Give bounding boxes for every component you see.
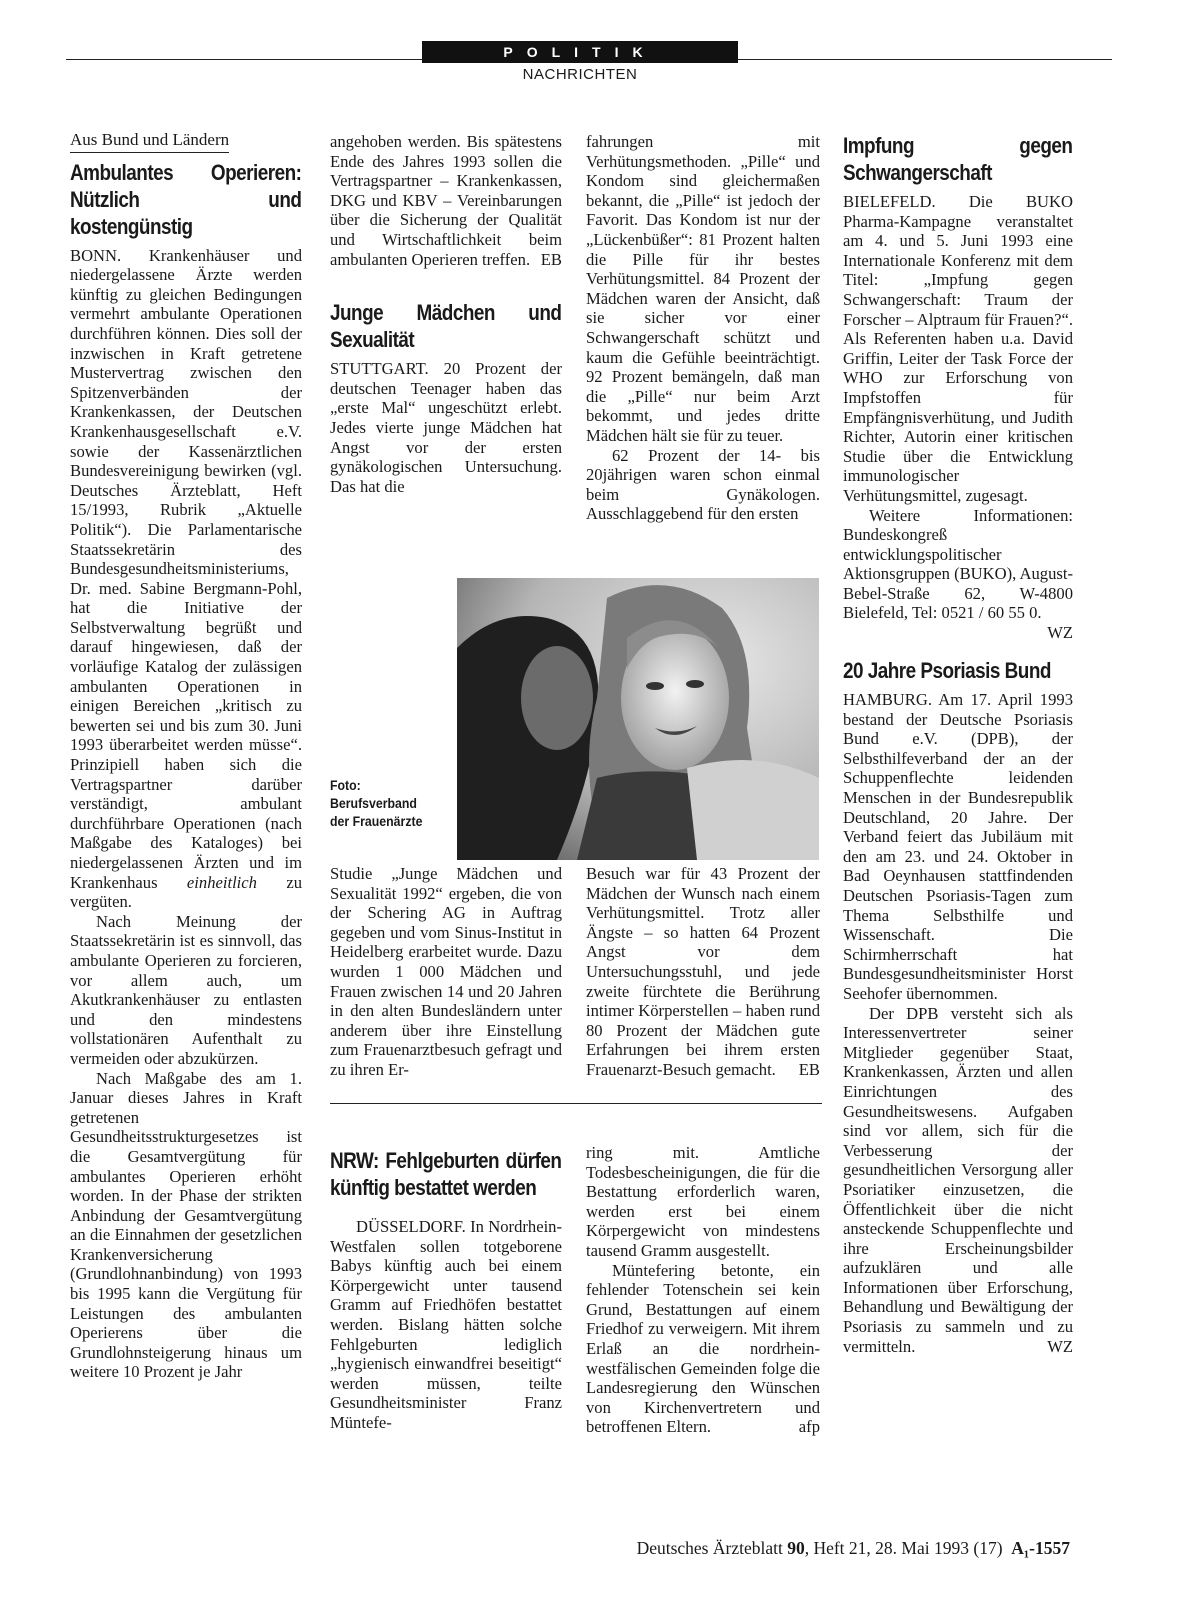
article-paragraph: Weitere Informationen: Bundeskongreß entwicklungspolitischer Aktionsgruppen (BUKO), August-Bebel-Straße 62, W-4800 Bielefeld, Tel: 0521 / 60 55 0. WZ <box>843 505 1073 643</box>
author-signature: EB <box>540 249 562 269</box>
article-paragraph: Besuch war für 43 Prozent der Mädchen der Wunsch nach einem Verhütungsmittel. Trotz aller Ängste – so hatten 64 Prozent Angst vor dem Untersuchungsstuhl, und jede zweite fürchtete die Berührung intimer Körperstellen – haben rund 80 Prozent der Mädchen gute Erfahrungen bei ihrem ersten Frauenarzt-Besuch gemacht. EB <box>586 864 820 1079</box>
column-3-bottom <box>586 1143 820 1437</box>
article-paragraph: fahrungen mit Verhütungsmethoden. „Pille“ und Kondom sind gleichermaßen bekannt, die „Pille“ ist jedoch der Favorit. Das Kondom ist nur der „Lückenbüßer“: 81 Prozent halten die Pille für ihr bestes Verhütungsmittel. 84 Prozent der Mädchen waren der Ansicht, daß sie sicher vor einer Schwangerschaft schützt und kaum die Gefühle beeinträchtigt. 92 Prozent bemängeln, daß man die „Pille“ nur beim Arzt bekommt, und jedes dritte Mädchen hält sie für zu teuer. <box>586 132 820 445</box>
article-paragraph: BONN. Krankenhäuser und niedergelassene Ärzte werden künftig zu gleichen Bedingungen vermehrt ambulante Operationen durchführen können. Dies soll der inzwischen in Kraft getretene Mustervertrag zwischen den Spitzenverbänden der Krankenkassen, der Deutschen Krankenhausgesellschaft e.V. sowie der Kassenärztlichen Bundesvereinigung bewirken (vgl. Deutsches Ärzteblatt, Heft 15/1993, Rubrik „Aktuelle Politik“). Die Parlamentarische Staatssekretärin des Bundesgesundheitsministeriums, Dr. med. Sabine Bergmann-Pohl, hat die Initiative der Selbstverwaltung begrüßt und darauf hingewiesen, daß der vorläufige Katalog der zulässigen ambulanten Operationen in einigen Bereichen „kritisch zu bewerten sei und bis zum 30. Juni 1993 überarbeitet werden müsse“. Prinzipiell haben sich die Vertragspartner darüber verständigt, ambulant durchführbare Operationen (nach Maßgabe des Kataloges) bei niedergelassenen Ärzten und im Krankenhaus einheitlich zu vergüten. <box>70 245 302 912</box>
article-paragraph: Nach Maßgabe des am 1. Januar dieses Jahres in Kraft getretenen Gesundheitsstrukturgesetzes ist die Gesamtvergütung für ambulantes Operieren erhöht worden. In der Phase der strikten Anbindung der Gesamtvergütung an die Einnahmen der gesetzlichen Krankenversicherung (Grundlohnanbindung) von 1993 bis 1995 kann die Vergütung für Leistungen des ambulanten Operierens über die Grundlohnsteigerung hinaus um weitere 10 Prozent je Jahr <box>70 1068 302 1382</box>
column-2-bottom <box>330 1145 562 1433</box>
section-subtitle: NACHRICHTEN <box>522 66 638 83</box>
article-paragraph: DÜSSELDORF. In Nordrhein-Westfalen sollen totgeborene Babys künftig auch bei einem Körpergewicht unter tausend Gramm auf Friedhöfen bestattet werden. Bislang hätten solche Fehlgeburten lediglich „hygienisch einwandfrei beseitigt“ werden müssen, teilte Gesundheitsminister Franz Müntefe- <box>330 1217 562 1432</box>
photo-couple <box>457 578 819 860</box>
kicker: Aus Bund und Ländern <box>70 130 229 153</box>
column-3-middle <box>586 864 820 1080</box>
headline-ambulantes-operieren: Ambulantes Operieren: Nützlich und kostengünstig <box>70 159 302 239</box>
photo-caption: Foto: Berufsverband der Frauenärzte <box>330 777 423 829</box>
article-paragraph: angehoben werden. Bis spätestens Ende des Jahres 1993 sollen die Vertragspartner – Krankenkassen, DKG und KBV – Vereinbarungen über die Sicherung der Qualität und Wirtschaftlichkeit beim ambulanten Operieren treffen. EB <box>330 132 562 269</box>
article-paragraph: BIELEFELD. Die BUKO Pharma-Kampagne veranstaltet am 4. und 5. Juni 1993 eine Internationale Konferenz mit dem Titel: „Impfung gegen Schwangerschaft: Traum der Forscher – Alptraum für Frauen?“. Als Referenten haben u.a. David Griffin, Leiter der Task Force der WHO zur Erforschung von Impfstoffen für Empfängnisverhütung, und Judith Richter, Autorin einer kritischen Studie über die Entwicklung immunologischer Verhütungsmittel, zugesagt. <box>843 192 1073 505</box>
column-1 <box>70 130 302 1382</box>
article-paragraph: 62 Prozent der 14- bis 20jährigen waren schon einmal beim Gynäkologen. Ausschlaggebend für den ersten <box>586 445 820 524</box>
author-signature: afp <box>798 1417 820 1437</box>
article-paragraph: Der DPB versteht sich als Interessenvertreter seiner Mitglieder gegenüber Staat, Krankenkassen, Ärzten und allen Einrichtungen des Gesundheitswesens. Aufgaben sind vor allem, sich für die Verbesserung der gesundheitlichen Versorgung aller Psoriatiker einzusetzen, die Öffentlichkeit über die nicht ansteckende Schuppenflechte und ihre Erscheinungsbilder aufzuklären und alle Informationen über Erforschung, Behandlung und Bewältigung der Psoriasis zu sammeln und zu vermitteln. WZ <box>843 1003 1073 1356</box>
article-paragraph: STUTTGART. 20 Prozent der deutschen Teenager haben das „erste Mal“ ungeschützt erlebt. Jedes vierte junge Mädchen hat Angst vor der ersten gynäkologischen Untersuchung. Das hat die <box>330 359 562 496</box>
headline-impfung: Impfung gegen Schwangerschaft <box>843 133 1073 185</box>
article-paragraph: Nach Meinung der Staatssekretärin ist es sinnvoll, das ambulante Operieren zu forcieren, vor allem auch, um Akutkrankenhäuser zu entlasten und den mindestens vollstationären Aufenthalt zu vermeiden oder abzukürzen. <box>70 911 302 1068</box>
author-signature: WZ <box>1047 1336 1073 1356</box>
article-paragraph: Studie „Junge Mädchen und Sexualität 1992“ ergeben, die von der Schering AG in Auftrag gegeben und vom Sinus-Institut in Heidelberg erarbeitet wurde. Dazu wurden 1 000 Mädchen und Frauen zwischen 14 und 20 Jahren in den alten Bundesländern unter anderem über ihre Einstellung zum Frauenarztbesuch gefragt und zu ihren Er- <box>330 864 562 1079</box>
author-signature: EB <box>798 1059 820 1079</box>
column-3-top <box>586 132 820 524</box>
section-title: POLITIK <box>422 41 738 63</box>
headline-psoriasis: 20 Jahre Psoriasis Bund <box>843 658 1051 684</box>
column-2-top <box>330 132 562 496</box>
article-paragraph: Müntefering betonte, ein fehlender Totenschein sei kein Grund, Bestattungen auf einem Friedhof zu verweigern. Mit ihrem Erlaß an die nordrhein-westfälischen Gemeinden folge die Landesregierung den Wünschen von Kirchenvertretern und betroffenen Eltern. afp <box>586 1260 820 1437</box>
article-paragraph: HAMBURG. Am 17. April 1993 bestand der Deutsche Psoriasis Bund e.V. (DPB), der Selbsthilfeverband der an der Schuppenflechte leidenden Menschen in der Bundesrepublik Deutschland, 20 Jahre. Der Verband feiert das Jubiläum mit den am 23. und 24. Oktober in Bad Oeynhausen stattfindenden Deutschen Psoriasis-Tagen zum Thema Selbsthilfe und Wissenschaft. Die Schirmherrschaft hat Bundesgesundheitsminister Horst Seehofer übernommen. <box>843 690 1073 1003</box>
column-4 <box>843 130 1073 1356</box>
page-number: A₁-1557 <box>1011 1538 1070 1558</box>
column-2-middle <box>330 864 562 1080</box>
author-signature: WZ <box>1047 623 1073 643</box>
article-paragraph: ring mit. Amtliche Todesbescheinigungen, die für die Bestattung erforderlich waren, werden erst bei einem Körpergewicht von mindestens tausend Gramm ausgestellt. <box>586 1143 820 1260</box>
headline-nrw-fehlgeburten: NRW: Fehlgeburten dürfen künftig bestattet werden <box>330 1148 562 1200</box>
article-divider <box>330 1103 822 1104</box>
headline-junge-maedchen: Junge Mädchen und Sexualität <box>330 300 562 353</box>
page-footer: Deutsches Ärzteblatt 90, Heft 21, 28. Mai 1993 (17) A₁-1557 <box>636 1538 1070 1558</box>
